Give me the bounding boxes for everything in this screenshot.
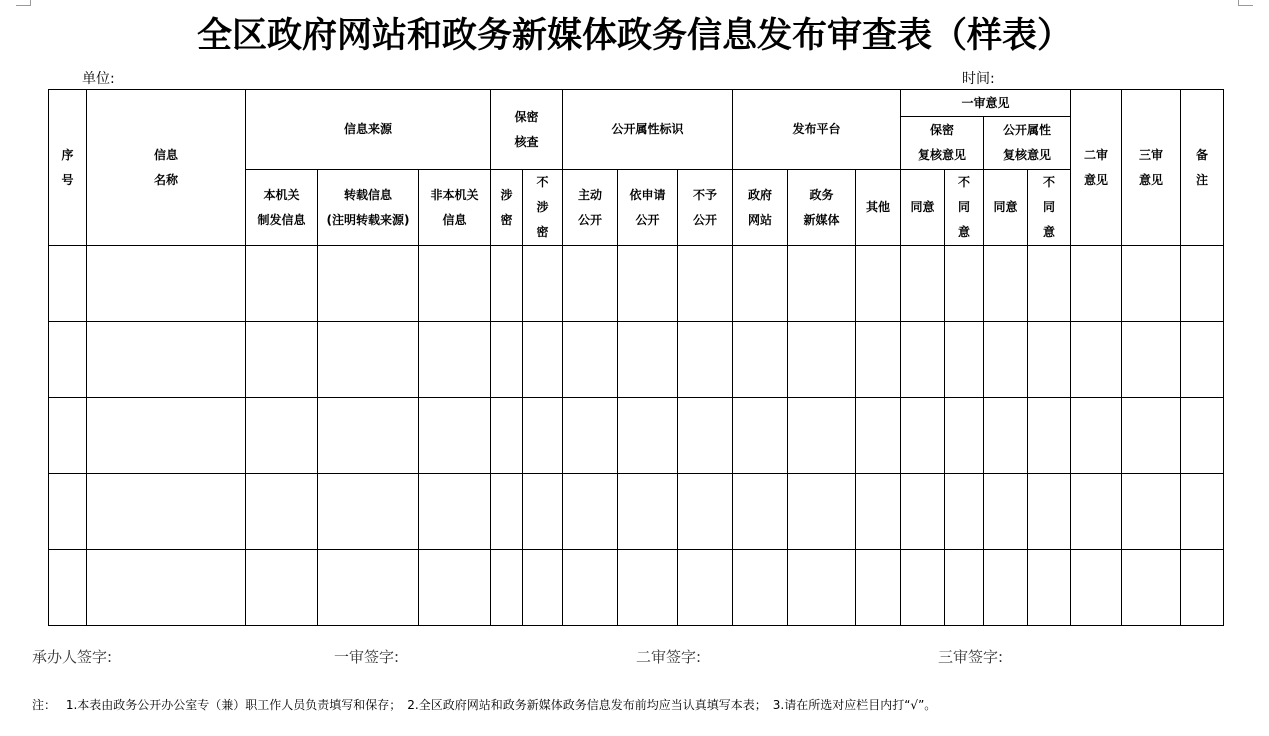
table-cell[interactable] — [1071, 550, 1122, 626]
table-cell[interactable] — [788, 474, 856, 550]
footnote-prefix: 注： — [32, 698, 57, 712]
table-cell[interactable] — [491, 550, 523, 626]
second-review-signature-label: 二审签字: — [636, 648, 702, 666]
table-cell[interactable] — [419, 550, 491, 626]
table-cell[interactable] — [1071, 246, 1122, 322]
footnote-item-2: 2.全区政府网站和政务新媒体政务信息发布前均应当认真填写本表； — [407, 698, 767, 712]
page-title: 全区政府网站和政务新媒体政务信息发布审查表（样表） — [196, 15, 1072, 56]
table-cell[interactable] — [246, 474, 318, 550]
table-cell[interactable] — [618, 398, 678, 474]
table-cell[interactable] — [733, 246, 788, 322]
table-cell[interactable] — [733, 322, 788, 398]
table-cell[interactable] — [788, 398, 856, 474]
table-cell[interactable] — [1122, 246, 1181, 322]
table-cell[interactable] — [1122, 398, 1181, 474]
table-cell[interactable] — [618, 246, 678, 322]
table-cell[interactable] — [563, 474, 618, 550]
table-cell[interactable] — [788, 246, 856, 322]
table-cell[interactable] — [984, 474, 1028, 550]
table-cell[interactable] — [945, 322, 984, 398]
table-cell[interactable] — [491, 246, 523, 322]
header-third-review: 三审 意见 — [1122, 90, 1181, 246]
table-cell[interactable] — [246, 550, 318, 626]
table-cell[interactable] — [87, 474, 246, 550]
table-cell[interactable] — [901, 474, 945, 550]
table-cell[interactable] — [49, 322, 87, 398]
table-cell[interactable] — [618, 550, 678, 626]
table-cell[interactable] — [246, 322, 318, 398]
handler-signature-label: 承办人签字: — [32, 648, 113, 666]
table-cell[interactable] — [856, 398, 901, 474]
header-second-review: 二审 意见 — [1071, 90, 1122, 246]
header-source-own: 本机关 制发信息 — [246, 170, 318, 246]
first-review-signature-label: 一审签字: — [334, 648, 400, 666]
table-cell[interactable] — [419, 322, 491, 398]
time-label: 时间: — [962, 71, 995, 87]
table-cell[interactable] — [901, 246, 945, 322]
table-row — [49, 550, 1224, 626]
table-row — [49, 474, 1224, 550]
table-cell[interactable] — [1122, 322, 1181, 398]
header-platform-media: 政务 新媒体 — [788, 170, 856, 246]
table-cell[interactable] — [491, 322, 523, 398]
table-cell[interactable] — [733, 474, 788, 550]
table-cell[interactable] — [1181, 398, 1224, 474]
table-cell[interactable] — [945, 550, 984, 626]
table-cell[interactable] — [523, 322, 563, 398]
table-cell[interactable] — [984, 550, 1028, 626]
table-cell[interactable] — [49, 474, 87, 550]
review-form-table — [48, 89, 1224, 626]
header-platform-site: 政府 网站 — [733, 170, 788, 246]
table-cell[interactable] — [318, 474, 419, 550]
table-row — [49, 246, 1224, 322]
table-cell[interactable] — [901, 398, 945, 474]
table-cell[interactable] — [678, 246, 733, 322]
header-seq: 序 号 — [49, 90, 87, 246]
table-cell[interactable] — [419, 474, 491, 550]
table-cell[interactable] — [856, 322, 901, 398]
table-cell[interactable] — [788, 550, 856, 626]
table-cell[interactable] — [318, 322, 419, 398]
table-cell[interactable] — [1028, 474, 1071, 550]
table-cell[interactable] — [523, 550, 563, 626]
table-cell[interactable] — [1122, 550, 1181, 626]
table-cell[interactable] — [523, 398, 563, 474]
header-secret-yes: 涉 密 — [491, 170, 523, 246]
table-cell[interactable] — [523, 246, 563, 322]
table-cell[interactable] — [733, 398, 788, 474]
header-source-repost: 转载信息 (注明转载来源) — [318, 170, 419, 246]
table-cell[interactable] — [901, 322, 945, 398]
header-first-review: 一审意见 — [901, 90, 1071, 117]
header-source-other: 非本机关 信息 — [419, 170, 491, 246]
table-cell[interactable] — [1028, 246, 1071, 322]
table-cell[interactable] — [563, 322, 618, 398]
header-secrecy-recheck: 保密 复核意见 — [901, 117, 984, 170]
table-cell[interactable] — [984, 322, 1028, 398]
footnote-item-3: 3.请在所选对应栏目内打“√”。 — [772, 698, 937, 712]
table-cell[interactable] — [491, 474, 523, 550]
table-cell[interactable] — [1122, 474, 1181, 550]
table-cell[interactable] — [945, 246, 984, 322]
table-cell[interactable] — [87, 322, 246, 398]
table-cell[interactable] — [491, 398, 523, 474]
table-cell[interactable] — [563, 398, 618, 474]
table-cell[interactable] — [246, 246, 318, 322]
table-cell[interactable] — [678, 474, 733, 550]
table-cell[interactable] — [945, 474, 984, 550]
table-cell[interactable] — [87, 398, 246, 474]
header-secret-no: 不 涉 密 — [523, 170, 563, 246]
table-cell[interactable] — [1028, 398, 1071, 474]
table-cell[interactable] — [87, 246, 246, 322]
table-cell[interactable] — [856, 550, 901, 626]
header-secrecy-agree: 同意 — [901, 170, 945, 246]
table-cell[interactable] — [984, 398, 1028, 474]
header-remark: 备 注 — [1181, 90, 1224, 246]
table-cell[interactable] — [563, 550, 618, 626]
footnote-item-1: 1.本表由政务公开办公室专（兼）职工作人员负责填写和保存； — [65, 698, 402, 712]
table-cell[interactable] — [318, 550, 419, 626]
table-cell[interactable] — [419, 246, 491, 322]
table-cell[interactable] — [1181, 550, 1224, 626]
table-cell[interactable] — [318, 246, 419, 322]
table-cell[interactable] — [563, 246, 618, 322]
table-row — [49, 322, 1224, 398]
table-cell[interactable] — [1181, 246, 1224, 322]
unit-label: 单位: — [82, 71, 115, 87]
table-cell[interactable] — [678, 550, 733, 626]
table-cell[interactable] — [87, 550, 246, 626]
header-platform-other: 其他 — [856, 170, 901, 246]
header-attr-apply: 依申请 公开 — [618, 170, 678, 246]
header-secrecy-disagree: 不 同 意 — [945, 170, 984, 246]
table-cell[interactable] — [1028, 322, 1071, 398]
table-cell[interactable] — [733, 550, 788, 626]
table-row — [49, 398, 1224, 474]
page-corner-mark-left — [16, 0, 31, 6]
table-cell[interactable] — [678, 398, 733, 474]
header-disclosure-attribute: 公开属性标识 — [563, 90, 733, 170]
table-cell[interactable] — [618, 474, 678, 550]
table-cell[interactable] — [419, 398, 491, 474]
table-cell[interactable] — [984, 246, 1028, 322]
header-info-name: 信息 名称 — [87, 90, 246, 246]
blank-rows — [49, 246, 1224, 626]
table-cell[interactable] — [788, 322, 856, 398]
table-cell[interactable] — [1071, 398, 1122, 474]
table-cell[interactable] — [49, 246, 87, 322]
table-cell[interactable] — [901, 550, 945, 626]
page-corner-mark-right — [1238, 0, 1253, 6]
header-info-source: 信息来源 — [246, 90, 491, 170]
footnote — [32, 696, 942, 713]
table-cell[interactable] — [1181, 322, 1224, 398]
header-attribute-agree: 同意 — [984, 170, 1028, 246]
header-attr-none: 不予 公开 — [678, 170, 733, 246]
table-cell[interactable] — [618, 322, 678, 398]
header-attribute-recheck: 公开属性 复核意见 — [984, 117, 1071, 170]
table-cell[interactable] — [945, 398, 984, 474]
table-cell[interactable] — [49, 550, 87, 626]
table-cell[interactable] — [523, 474, 563, 550]
table-cell[interactable] — [1181, 474, 1224, 550]
third-review-signature-label: 三审签字: — [938, 648, 1004, 666]
table-cell[interactable] — [49, 398, 87, 474]
table-cell[interactable] — [1028, 550, 1071, 626]
header-secrecy-check: 保密 核查 — [491, 90, 563, 170]
table-cell[interactable] — [1071, 322, 1122, 398]
table-cell[interactable] — [678, 322, 733, 398]
table-cell[interactable] — [856, 246, 901, 322]
table-cell[interactable] — [318, 398, 419, 474]
header-publish-platform: 发布平台 — [733, 90, 901, 170]
table-cell[interactable] — [246, 398, 318, 474]
table-cell[interactable] — [1071, 474, 1122, 550]
header-attr-active: 主动 公开 — [563, 170, 618, 246]
header-attribute-disagree: 不 同 意 — [1028, 170, 1071, 246]
table-cell[interactable] — [856, 474, 901, 550]
